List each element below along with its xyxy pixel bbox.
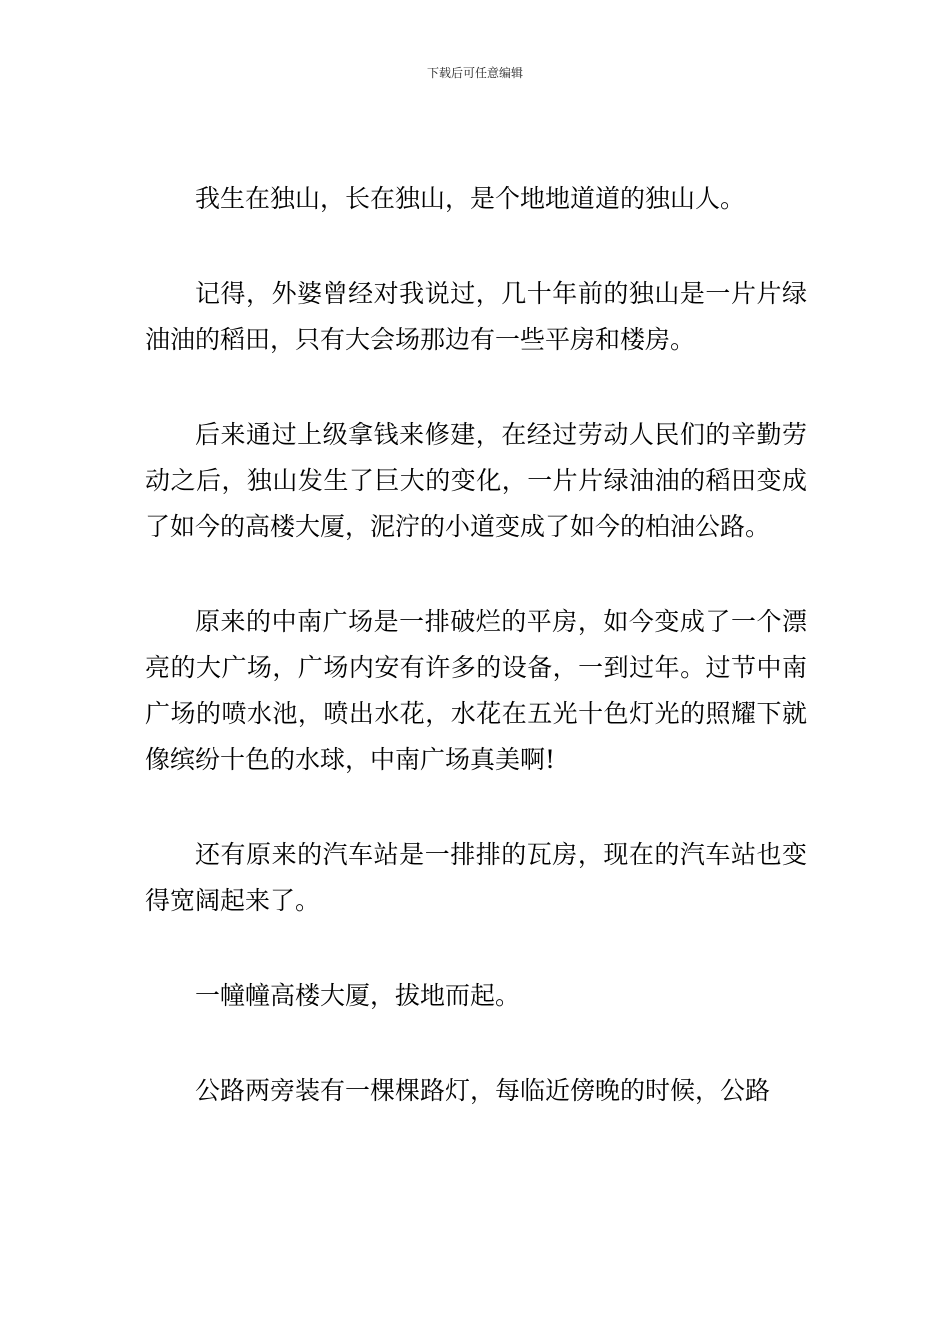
paragraph-5: 还有原来的汽车站是一排排的瓦房，现在的汽车站也变得宽阔起来了。 [145,840,807,915]
paragraph-6: 一幢幢高楼大厦，拔地而起。 [195,981,521,1010]
essay-body [145,176,807,1163]
paragraph-7: 公路两旁装有一棵棵路灯，每临近傍晚的时候，公路 [195,1076,771,1105]
paragraph-3: 后来通过上级拿钱来修建，在经过劳动人民们的辛勤劳动之后，独山发生了巨大的变化，一片片绿油油的稻田变成了如今的高楼大厦，泥泞的小道变成了如今的柏油公路。 [145,420,807,541]
paragraph-4: 原来的中南广场是一排破烂的平房，如今变成了一个漂亮的大广场，广场内安有许多的设备，一到过年。过节中南广场的喷水池，喷出水花，水花在五光十色灯光的照耀下就像缤纷十色的水球，中南广场真美啊! [145,607,807,774]
page-header: 下载后可任意编辑 [426,66,523,80]
paragraph-2: 记得，外婆曾经对我说过，几十年前的独山是一片片绿油油的稻田，只有大会场那边有一些平房和楼房。 [145,279,807,354]
paragraph-1: 我生在独山，长在独山，是个地地道道的独山人。 [195,184,746,213]
